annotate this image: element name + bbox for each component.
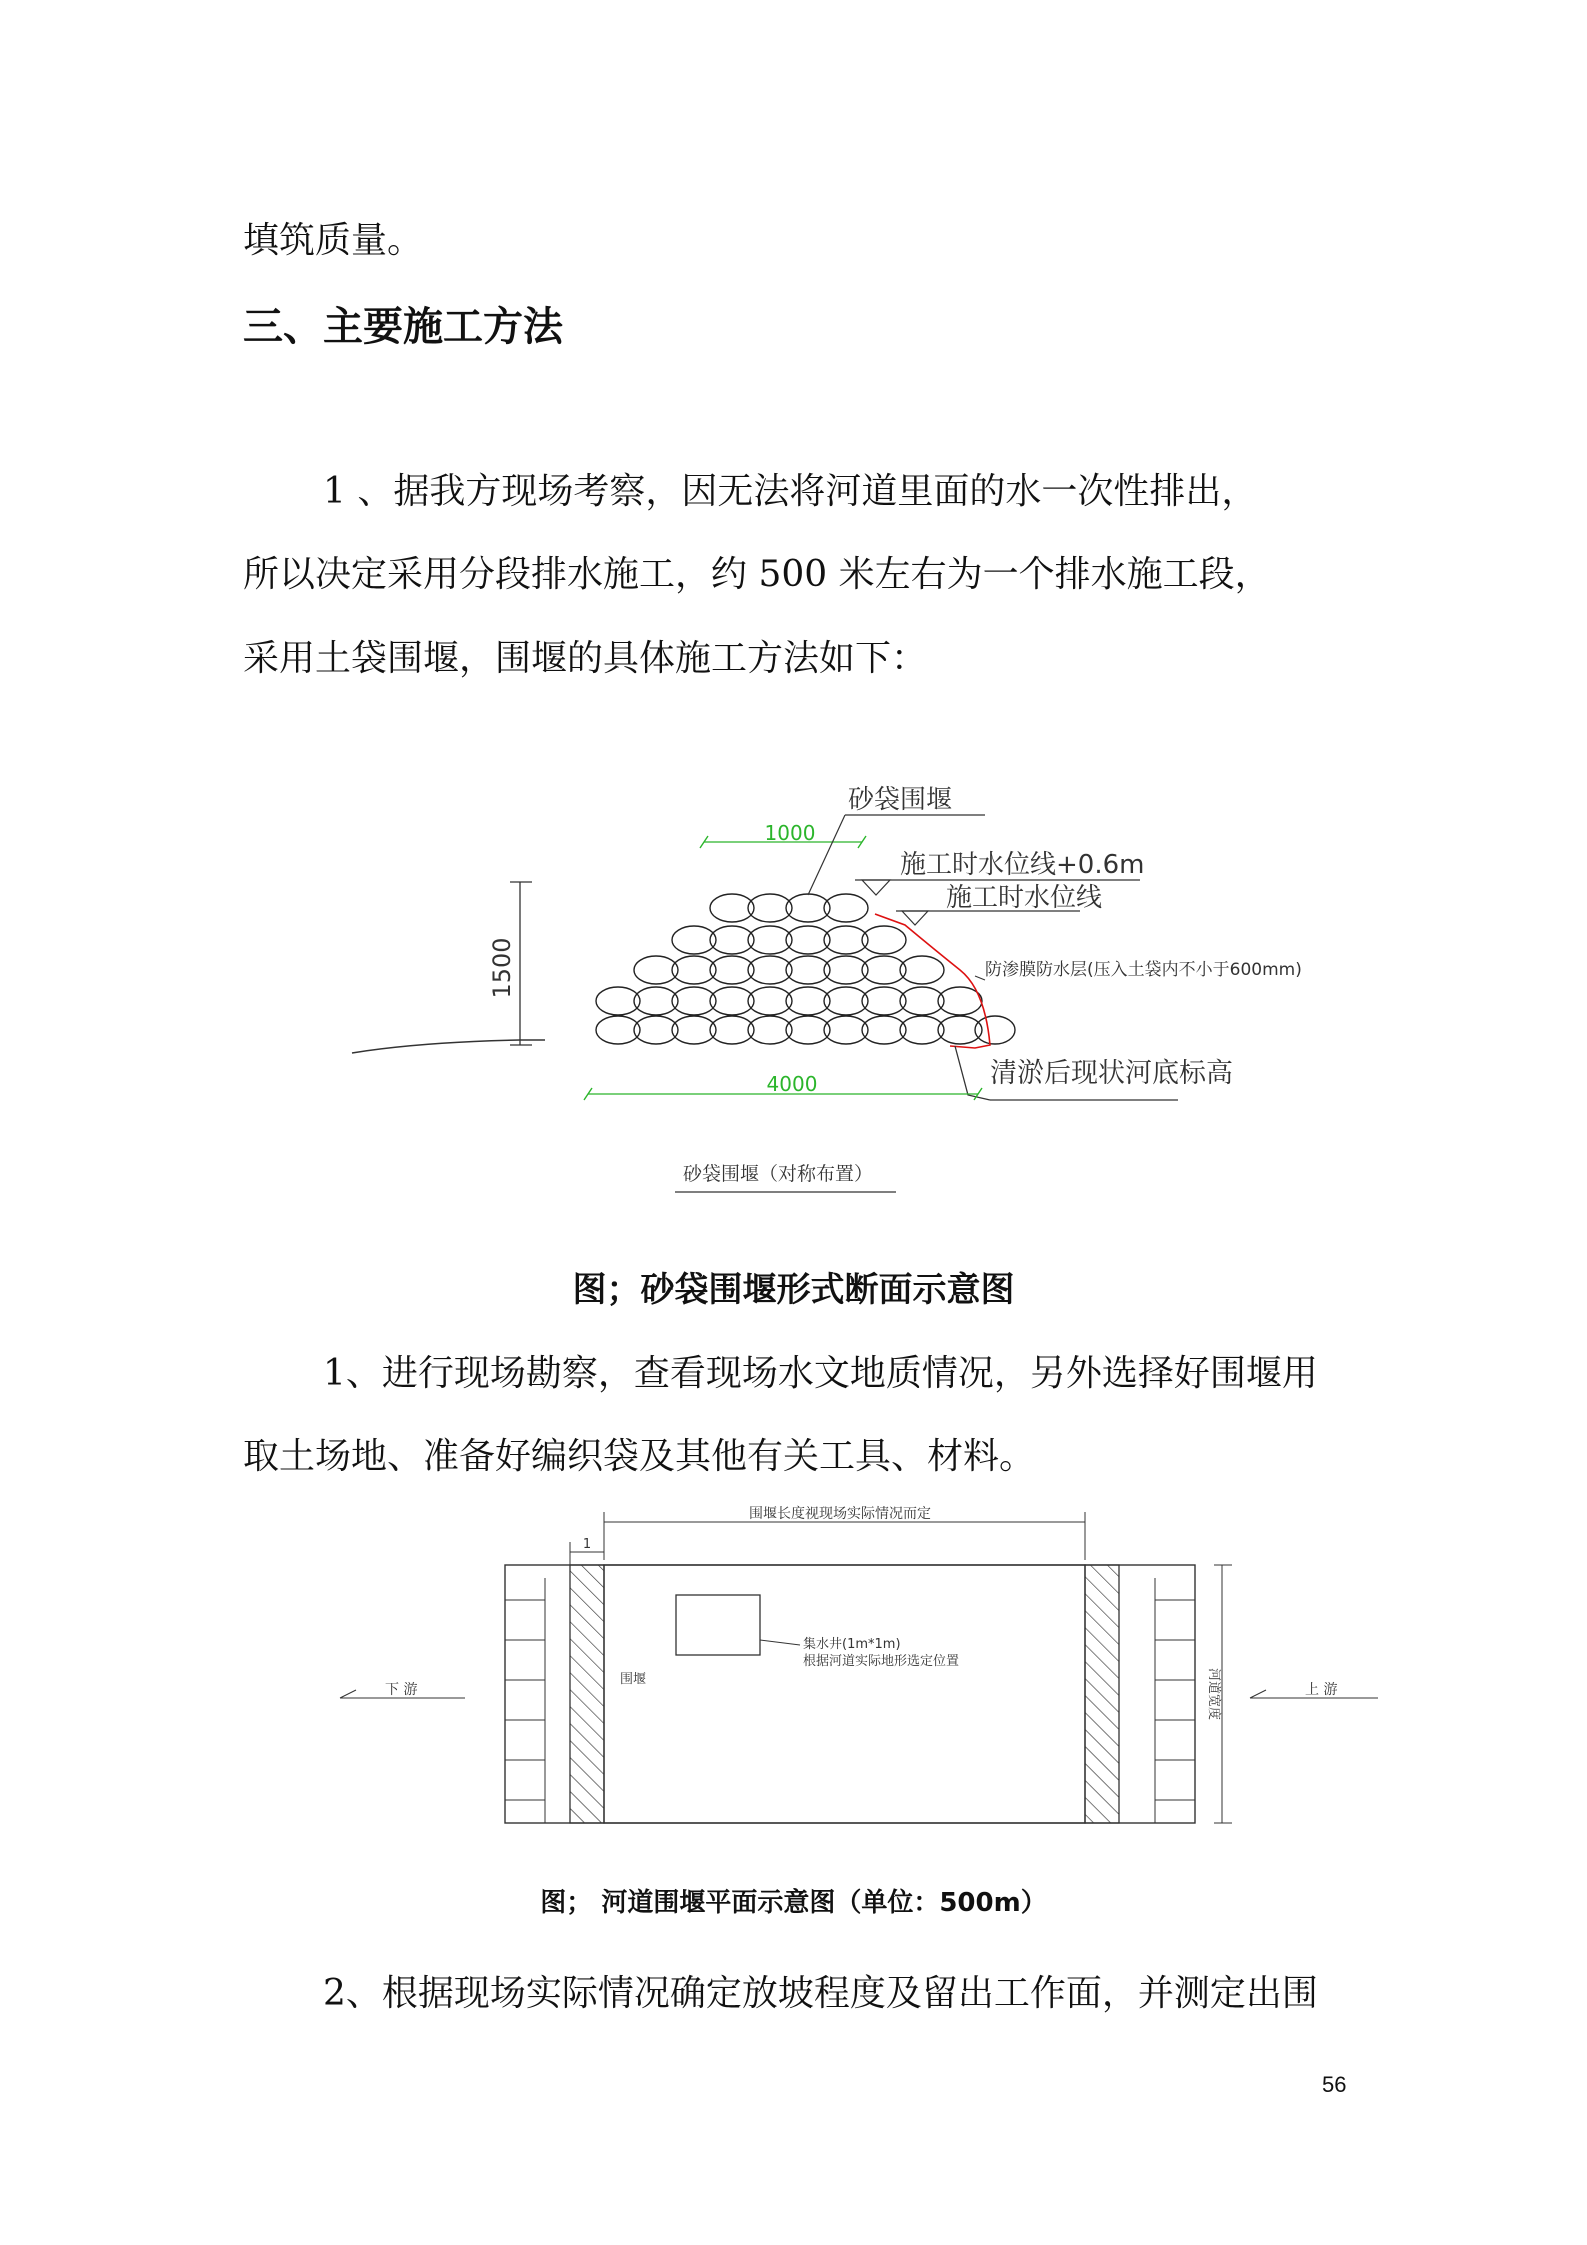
section-heading: 三、主要施工方法 [243,303,563,350]
label-width: 河道宽度 [1206,1667,1221,1721]
figure1-subtitle: 砂袋围堰（对称布置） [683,1163,874,1185]
label-well-1: 集水井(1m*1m) [803,1637,901,1652]
dim-small: 1 [582,1537,592,1552]
label-waterline: 施工时水位线 [946,883,1103,913]
paragraph-line: 所以决定采用分段排水施工，约 500 米左右为一个排水施工段， [243,554,1271,595]
label-well-2: 根据河道实际地形选定位置 [803,1654,960,1669]
page-number: 56 [1322,2072,1347,2097]
label-membrane: 防渗膜防水层(压入土袋内不小于600mm) [985,960,1302,980]
paragraph-line: 1、进行现场勘察，查看现场水文地质情况，另外选择好围堰用 [323,1353,1318,1394]
paragraph-line: 2、根据现场实际情况确定放坡程度及留出工作面，并测定出围 [323,1973,1318,2014]
label-cofferdam: 围堰 [620,1672,647,1687]
figure1-caption: 图；砂袋围堰形式断面示意图 [572,1270,1015,1310]
dim-bottom: 4000 [766,1072,818,1096]
paragraph-line: 采用土袋围堰，围堰的具体施工方法如下： [243,638,928,679]
label-riverbed: 清淤后现状河底标高 [990,1058,1233,1089]
label-downstream: 下 游 [385,1682,418,1698]
paragraph-line: 填筑质量。 [243,220,424,261]
label-upstream: 上 游 [1305,1682,1338,1698]
river-cofferdam-plan-diagram [330,1505,1390,1840]
sandbag-cofferdam-section-diagram [340,770,1302,1200]
label-sandbag: 砂袋围堰 [848,785,953,815]
figure2-caption: 图； 河道围堰平面示意图（单位：500m） [540,1888,1047,1918]
paragraph-line: 1 、据我方现场考察，因无法将河道里面的水一次性排出， [323,471,1258,512]
dim-top: 1000 [764,821,816,845]
paragraph-line: 取土场地、准备好编织袋及其他有关工具、材料。 [243,1436,1036,1477]
dim-height: 1500 [488,937,516,999]
label-length: 围堰长度视现场实际情况而定 [749,1506,931,1522]
label-waterline-plus: 施工时水位线+0.6m [900,850,1145,880]
